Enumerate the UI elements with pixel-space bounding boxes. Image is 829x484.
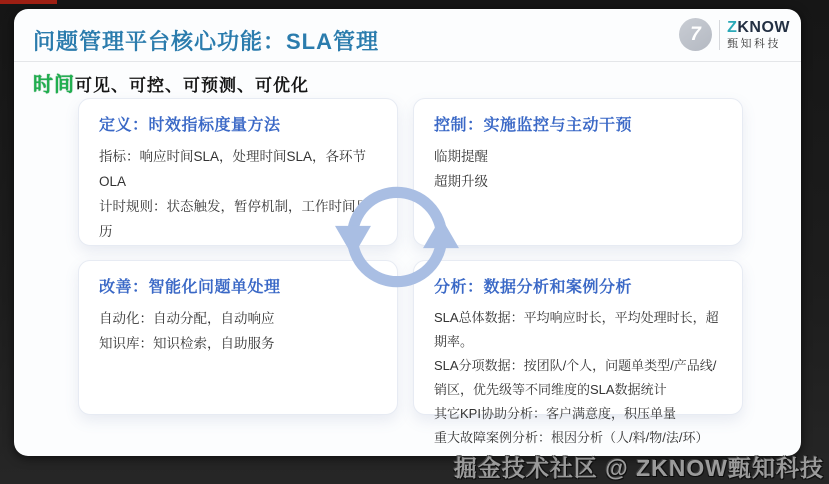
card-analyze-title: 分析：数据分析和案例分析	[434, 279, 633, 296]
logo-text	[727, 19, 796, 51]
subtitle-highlight: 时间	[33, 74, 75, 96]
card-control-line: 临期提醒	[434, 149, 488, 164]
header-divider	[14, 61, 801, 62]
card-analyze-line: 重大故障案例分析：根因分析（人/料/物/法/环）	[434, 430, 709, 445]
logo-glyph: 7	[690, 23, 701, 45]
logo-company-name: 甄知科技	[727, 38, 782, 51]
card-analyze	[413, 260, 743, 445]
card-define-line: 计时规则：状态触发，暂停机制，工作时间日历	[99, 199, 369, 239]
zknow-logo	[679, 18, 796, 51]
logo-brand	[727, 19, 790, 37]
card-analyze-line: SLA分项数据：按团队/个人，问题单类型/产品线/销区，优先级等不同维度的SLA数据统计	[434, 358, 717, 397]
card-analyze-line: 其它KPI协助分析：客户满意度，积压单量	[434, 406, 676, 421]
page-title: 问题管理平台核心功能：SLA管理	[33, 29, 380, 54]
card-control-title: 控制：实施监控与主动干预	[434, 117, 633, 134]
zknow-logo-icon	[679, 18, 712, 51]
slide	[14, 9, 801, 456]
card-define-title: 定义：时效指标度量方法	[99, 117, 281, 134]
watermark: 掘金技术社区 @ ZKNOW甄知科技	[453, 455, 824, 481]
logo-divider	[719, 20, 720, 50]
subtitle	[33, 68, 309, 97]
card-improve-line: 知识库：知识检索，自助服务	[99, 336, 275, 351]
logo-brand-rest: KNOW	[737, 18, 790, 36]
card-control-line: 超期升级	[434, 174, 488, 189]
card-improve-line: 自动化：自动分配，自动响应	[99, 311, 275, 326]
video-progress-bar	[0, 0, 57, 4]
card-define-line: 指标：响应时间SLA，处理时间SLA，各环节OLA	[99, 149, 367, 189]
subtitle-rest: 可见、可控、可预测、可优化	[75, 76, 309, 95]
refresh-cycle-icon	[335, 175, 459, 299]
card-improve-title: 改善：智能化问题单处理	[99, 279, 281, 296]
logo-brand-z: Z	[727, 18, 738, 36]
card-analyze-line: SLA总体数据：平均响应时长，平均处理时长，超期率。	[434, 310, 719, 349]
card-control	[413, 98, 743, 246]
